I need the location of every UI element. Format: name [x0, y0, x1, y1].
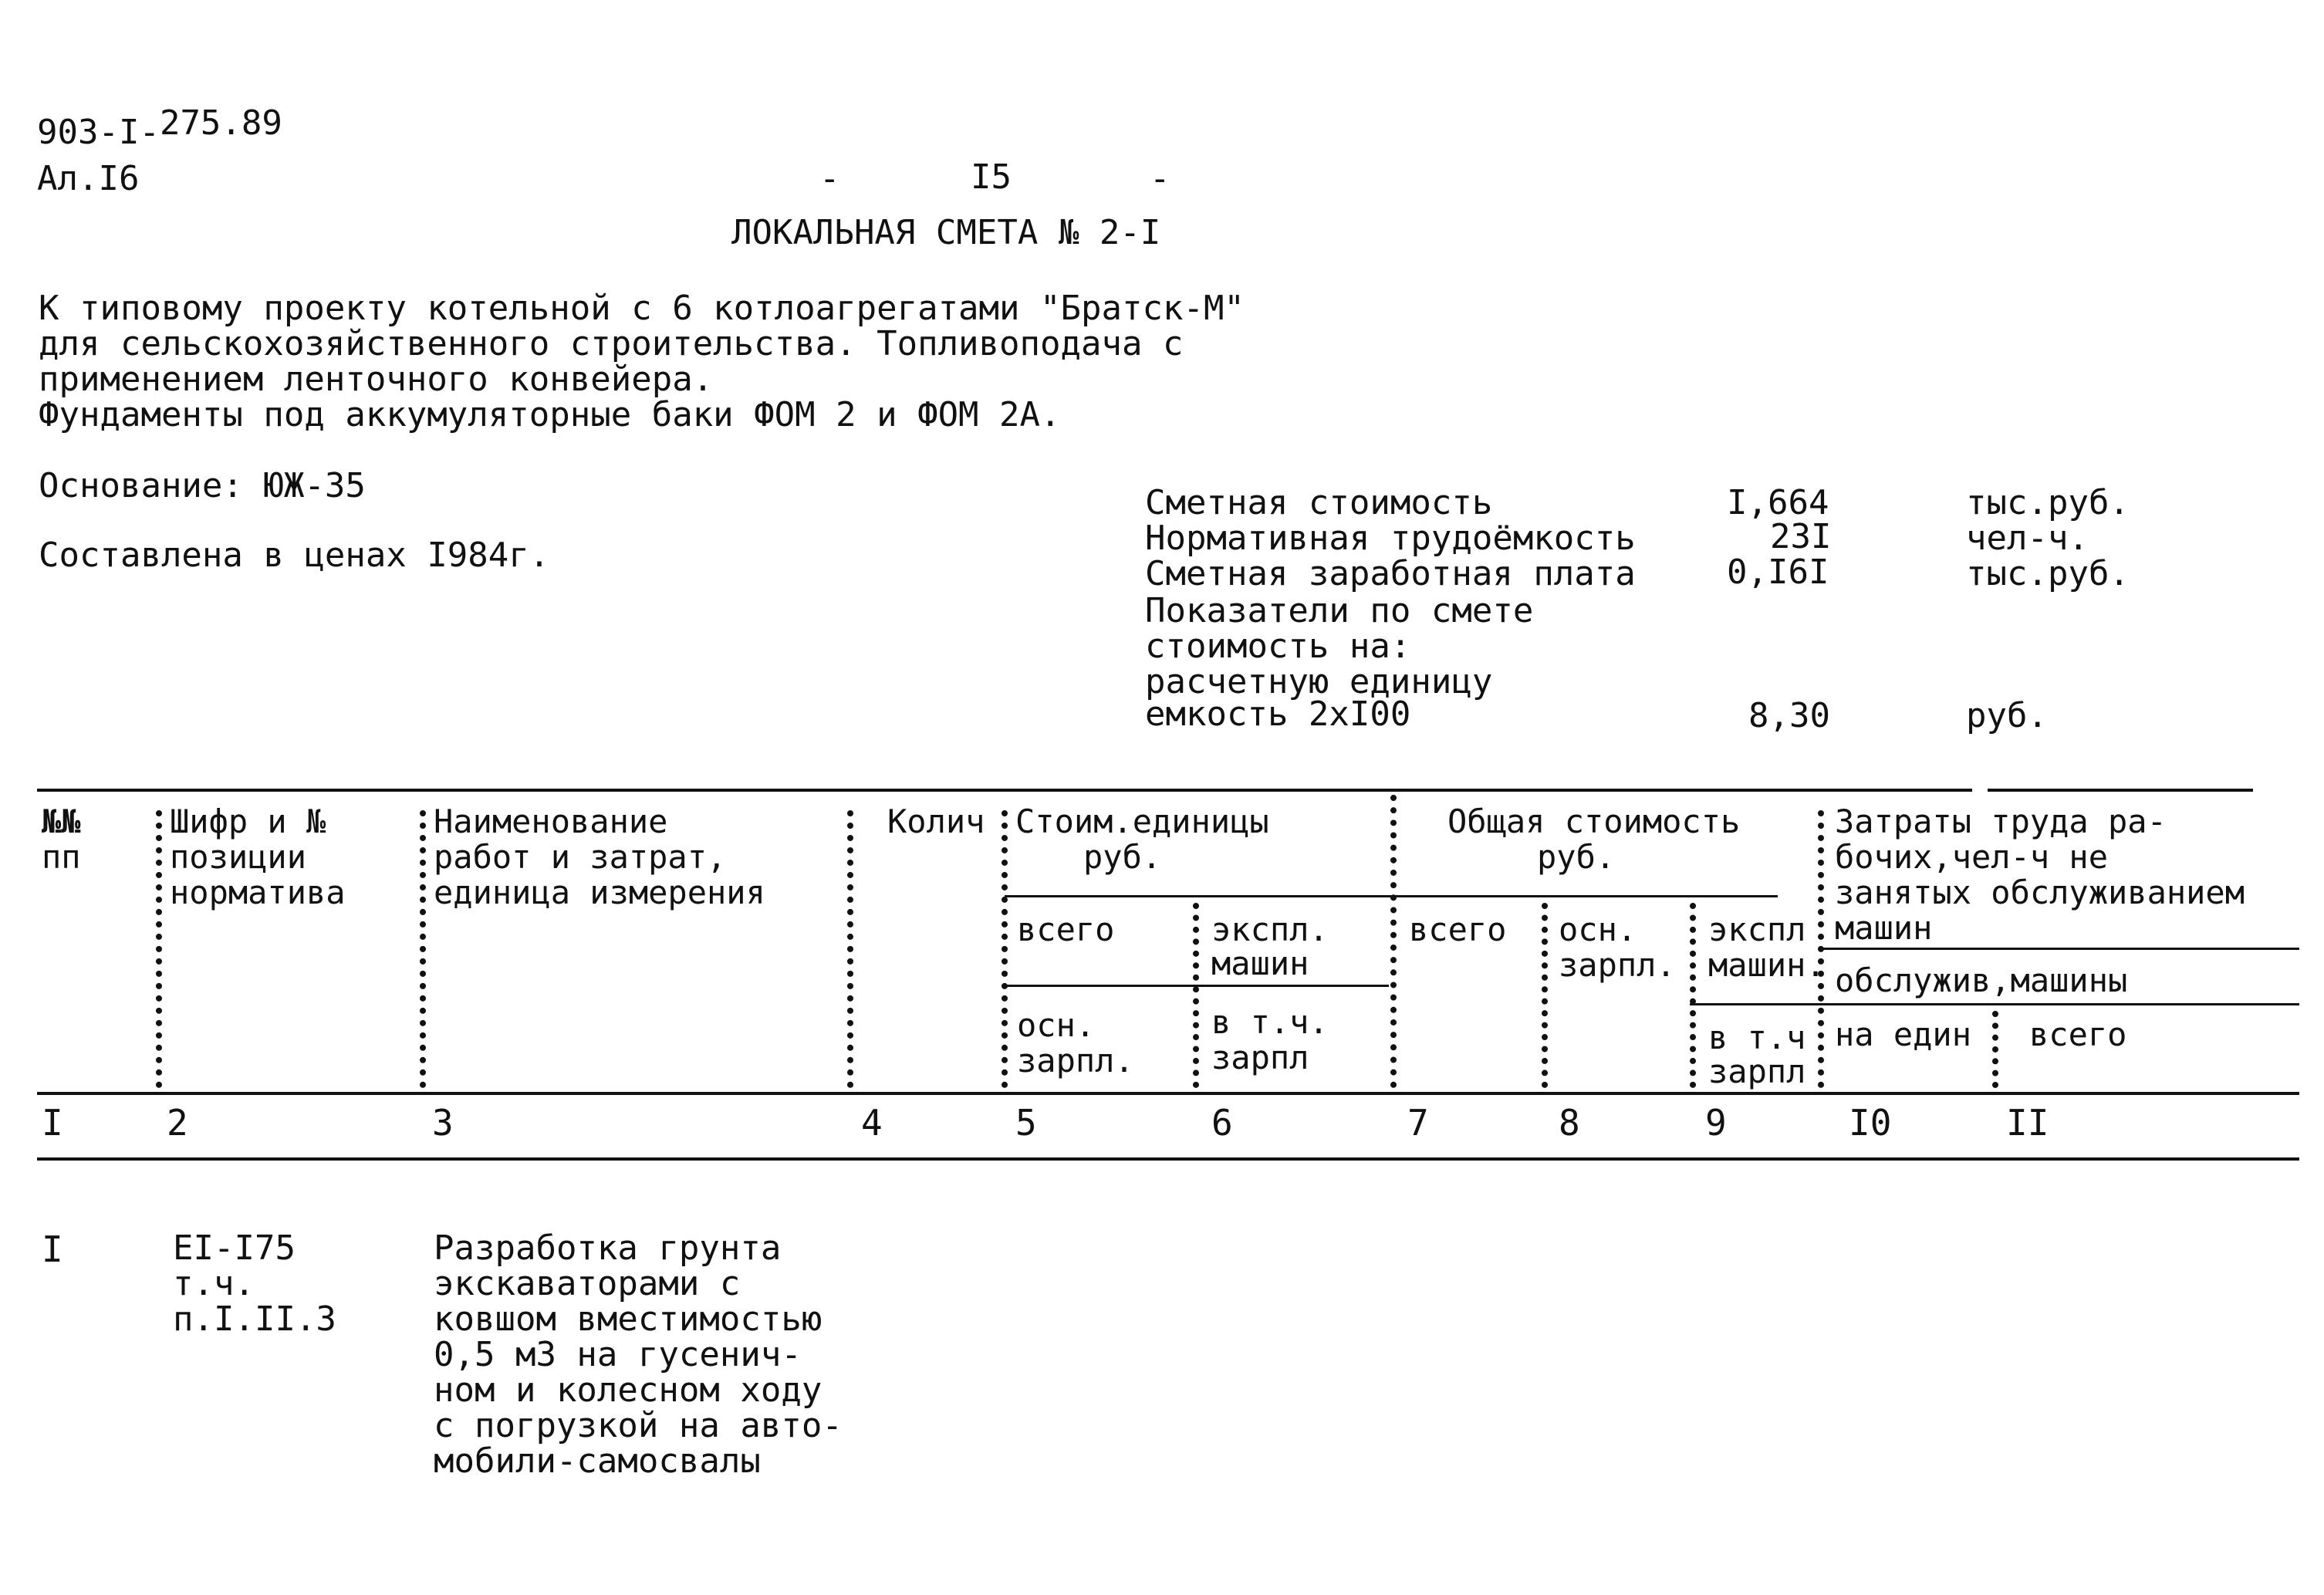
column-numbers-rule [37, 1157, 2299, 1161]
summary-unit: чел-ч. [1966, 519, 2089, 558]
header-code: норматива [170, 874, 346, 911]
row-name-line: ковшом вместимостью [434, 1299, 823, 1339]
header-total-all: всего [1409, 911, 1507, 948]
summary-value: 23I [1770, 517, 1832, 556]
header-rule [1690, 1003, 1822, 1005]
header-rule [1822, 948, 2299, 950]
row-name-line: экскаваторами с [434, 1264, 741, 1303]
header-unit-mach: машин [1211, 944, 1309, 982]
header-labor: занятых обслуживанием [1835, 874, 2245, 911]
doc-code [37, 103, 282, 152]
row-code: т.ч. [173, 1264, 255, 1303]
header-total-wage: зарпл. [1559, 946, 1676, 984]
column-number: 7 [1407, 1102, 1429, 1144]
description-line: применением ленточного конвейера. [39, 360, 714, 399]
header-unit-wage: зарпл. [1017, 1042, 1134, 1080]
capacity-label: емкость 2хI00 [1145, 694, 1411, 734]
column-separator [1992, 1011, 1998, 1088]
row-code: ЕI-I75 [173, 1228, 296, 1268]
column-number: I [42, 1102, 63, 1144]
table-top-rule [37, 789, 1972, 792]
column-number: 2 [167, 1102, 188, 1144]
row-name-line: ном и колесном ходу [434, 1370, 823, 1410]
indicators-line: расчетную единицу [1145, 662, 1493, 701]
summary-value: I,664 [1727, 483, 1829, 522]
header-unit-incl: зарпл [1211, 1039, 1309, 1076]
header-name: работ и затрат, [434, 838, 727, 876]
header-bottom-rule [37, 1092, 2299, 1095]
header-unit-incl: в т.ч. [1211, 1003, 1329, 1041]
column-number: II [2006, 1102, 2049, 1144]
header-total-incl: в т.ч [1708, 1019, 1806, 1056]
page-title: ЛОКАЛЬНАЯ СМЕТА № 2-I [731, 213, 1161, 252]
header-labor: Затраты труда ра- [1835, 803, 2167, 840]
capacity-unit: руб. [1966, 696, 2048, 735]
summary-label: Нормативная трудоёмкость [1145, 519, 1636, 558]
column-separator [420, 810, 426, 1088]
summary-label: Сметная заработная плата [1145, 554, 1636, 593]
column-number: 8 [1559, 1102, 1580, 1144]
header-num: №№ [42, 803, 81, 840]
column-number: 6 [1211, 1102, 1233, 1144]
header-name: Наименование [434, 803, 668, 840]
basis-text: Основание: ЮЖ-35 [39, 466, 366, 505]
header-name: единица измерения [434, 874, 765, 911]
column-number: 9 [1705, 1102, 1727, 1144]
header-unit-wage: осн. [1017, 1006, 1096, 1044]
summary-value: 0,I6I [1727, 553, 1829, 592]
prices-text: Составлена в ценах I984г. [39, 536, 550, 575]
capacity-value: 8,30 [1748, 696, 1830, 735]
header-labor-total: всего [2029, 1015, 2127, 1053]
header-labor-serv: обслужив,машины [1835, 961, 2128, 999]
header-num: пп [42, 838, 81, 876]
row-name-line: мобили-самосвалы [434, 1441, 761, 1481]
row-name-line: 0,5 м3 на гусенич- [434, 1335, 802, 1374]
header-total-mach: машин. [1708, 946, 1826, 984]
description-line: Фундаменты под аккумуляторные баки ФОМ 2 и ФОМ 2А. [39, 395, 1061, 434]
header-labor: бочих,чел-ч не [1835, 838, 2109, 876]
column-separator [1390, 795, 1397, 1088]
row-num: I [42, 1228, 63, 1270]
column-separator [156, 810, 162, 1088]
header-labor: машин [1835, 909, 1933, 947]
column-number: 3 [432, 1102, 454, 1144]
header-total-incl: зарпл [1708, 1053, 1806, 1090]
header-labor-unit: на един [1835, 1015, 1972, 1053]
header-total-mach: экспл [1708, 911, 1806, 948]
page-dash-right: - [1150, 159, 1170, 198]
column-separator [1690, 903, 1696, 1088]
row-name-line: с погрузкой на авто- [434, 1406, 843, 1445]
header-code: позиции [170, 838, 307, 876]
header-unit-total: всего [1017, 911, 1115, 948]
column-separator [1193, 903, 1199, 1088]
summary-unit: тыс.руб. [1966, 483, 2130, 522]
row-code: п.I.II.3 [173, 1299, 336, 1339]
row-name-line: Разработка грунта [434, 1228, 782, 1268]
description-line: К типовому проекту котельной с 6 котлоагрегатами "Братск-М" [39, 289, 1245, 328]
column-number: 5 [1015, 1102, 1037, 1144]
doc-code-prefix: 903-I- [37, 113, 160, 152]
header-total-cost: руб. [1537, 838, 1616, 876]
page-number: I5 [971, 157, 1012, 197]
header-total-wage: осн. [1559, 911, 1637, 948]
page-dash-left: - [819, 159, 840, 198]
description-line: для сельскохозяйственного строительства. Топливоподача с [39, 324, 1184, 363]
header-code: Шифр и № [170, 803, 326, 840]
doc-code-suffix: 275.89 [159, 103, 282, 143]
column-separator [847, 810, 853, 1088]
table-top-rule [1988, 789, 2253, 792]
summary-unit: тыс.руб. [1966, 554, 2130, 593]
indicators-line: стоимость на: [1145, 627, 1411, 666]
header-unit-cost: Стоим.единицы [1015, 803, 1269, 840]
summary-label: Сметная стоимость [1145, 483, 1493, 522]
column-separator [1542, 903, 1548, 1088]
column-number: 4 [861, 1102, 883, 1144]
header-unit-mach: экспл. [1211, 911, 1329, 948]
doc-sheet: Ал.I6 [37, 159, 140, 198]
indicators-line: Показатели по смете [1145, 591, 1534, 630]
header-rule [1822, 1003, 2299, 1005]
header-total-cost: Общая стоимость [1447, 803, 1741, 840]
column-number: I0 [1849, 1102, 1892, 1144]
header-unit-cost: руб. [1083, 838, 1162, 876]
column-separator [1002, 810, 1008, 1088]
header-qty: Колич [887, 803, 985, 840]
